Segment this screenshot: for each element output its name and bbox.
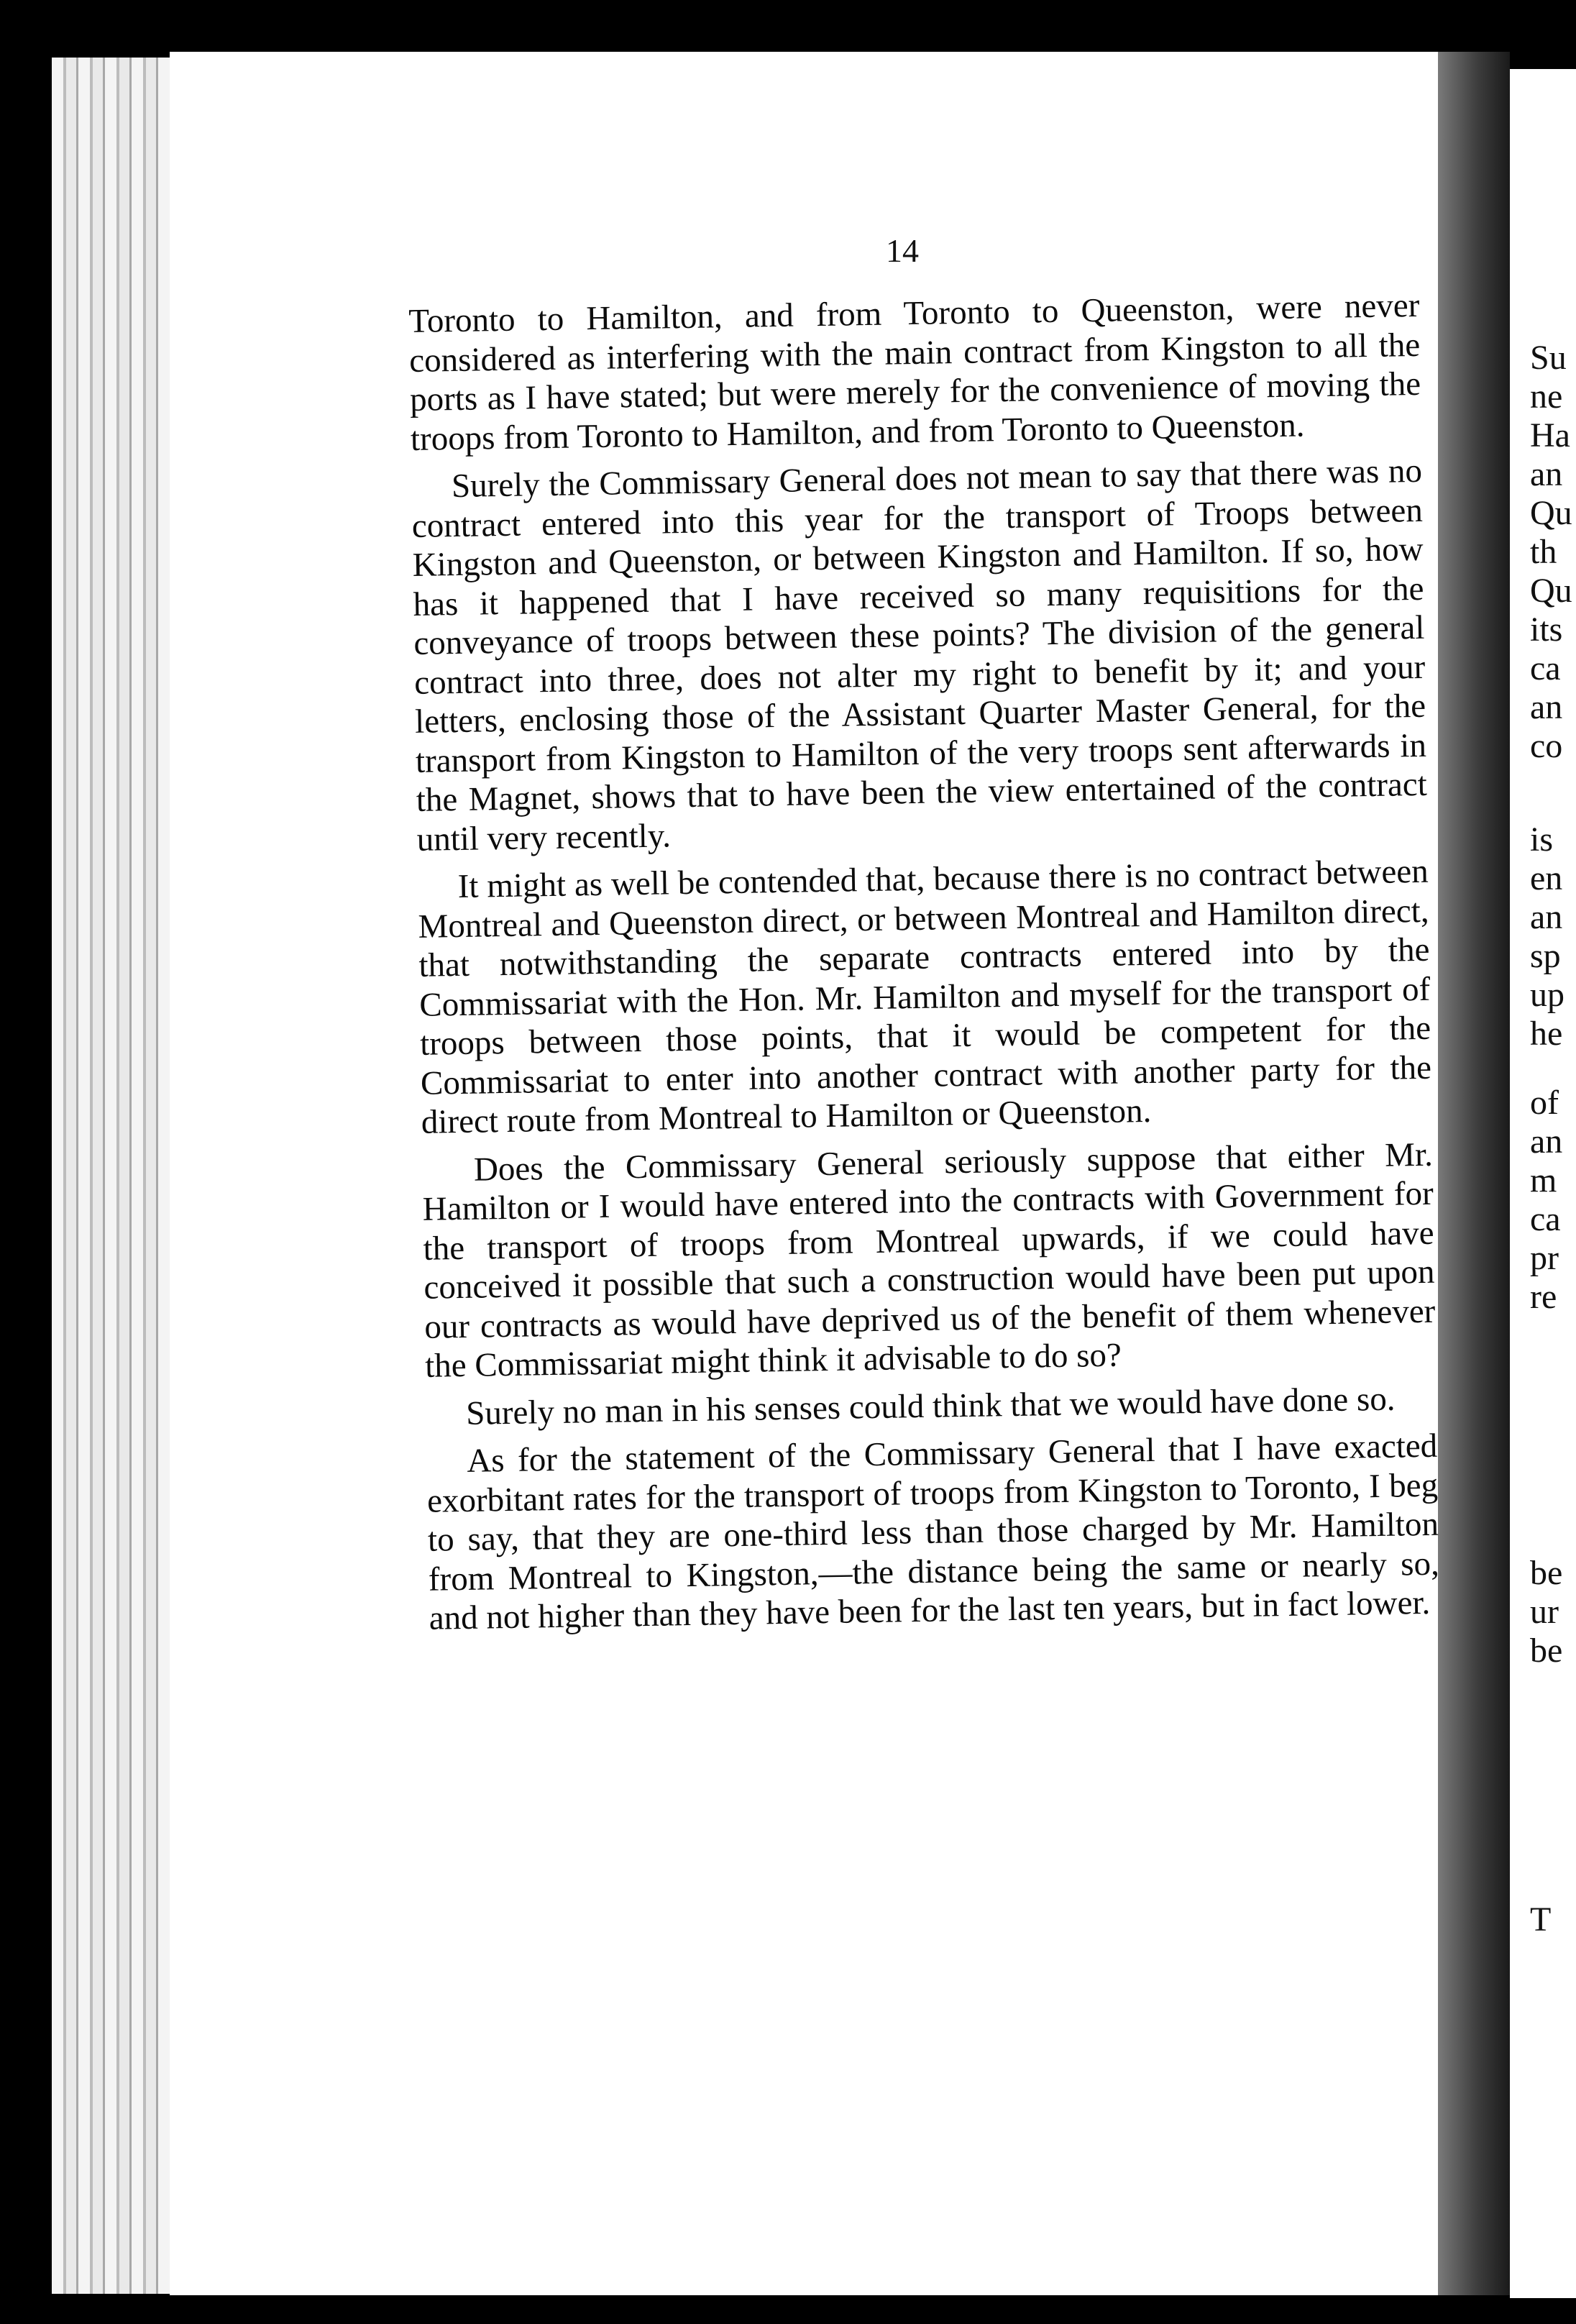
next-page-fragment: pr — [1530, 1239, 1559, 1277]
next-page-fragment: Su — [1530, 339, 1567, 377]
adjacent-page — [1510, 69, 1576, 2298]
page-stack-edges — [52, 58, 188, 2294]
next-page-fragment: ne — [1530, 378, 1563, 416]
next-page-fragment: sp — [1530, 937, 1561, 975]
next-page-fragment: an — [1530, 455, 1563, 493]
next-page-fragment: ur — [1530, 1593, 1559, 1631]
next-page-fragment: en — [1530, 859, 1563, 897]
next-page-fragment: Qu — [1530, 572, 1572, 610]
next-page-fragment: th — [1530, 533, 1557, 571]
next-page-fragment: he — [1530, 1015, 1563, 1053]
next-page-fragment: up — [1530, 976, 1564, 1014]
paragraph-2: Surely the Commissary General does not mean to say that there was no contract entered into this year for the transport of Troops between Kingston and Queenston, or between Kingston and Hamilton. If so, how has it happened that I have received so many requisitions for the conveyance of troops between these points? The division of the general contract into three, does not alter my right to benefit by it; and your letters, enclosing those of the Assistant Quarter Master General, for the transport from Kingston to Hamilton of the very troops sent afterwards in the Magnet, shows that to have been the view entertained of the contract until very recently. — [411, 452, 1428, 859]
paragraph-3: It might as well be contended that, because there is no contract between Montreal and Queenston direct, or between Montreal and Hamilton direct, that notwithstanding the separate contracts entered into by the Commissariat with the Hon. Mr. Hamilton and myself for the transport of troops between those points, that it would be competent for the Commissariat to enter into another contract with another party for the direct route from Montreal to Hamilton or Queenston. — [418, 852, 1432, 1141]
paragraph-4: Does the Commissary General seriously suppose that either Mr. Hamilton or I would have entered into the contracts with Government for the transport of troops from Montreal upwards, if we could have conceived it possible that such a construction would have been put upon our contracts as would have deprived us of the benefit of them whenever the Commissariat might think it advisable to do so? — [422, 1135, 1436, 1385]
next-page-fragment: Qu — [1530, 494, 1572, 532]
next-page-fragment: of — [1530, 1084, 1559, 1122]
paragraph-1: Toronto to Hamilton, and from Toronto to Queenston, were never considered as interfering with the main contract from Kingston to all the ports as I have stated; but were merely for the convenience of moving the troops from Toronto to Hamilton, and from Toronto to Queenston. — [408, 286, 1421, 458]
next-page-fragment: T — [1530, 1900, 1552, 1939]
next-page-fragment: be — [1530, 1632, 1563, 1670]
next-page-fragment: is — [1530, 820, 1554, 859]
next-page-fragment: Ha — [1530, 416, 1570, 454]
next-page-fragment: re — [1530, 1278, 1557, 1316]
paragraph-5: Surely no man in his senses could think that we would have done so. — [465, 1380, 1396, 1432]
next-page-fragment: ca — [1530, 1200, 1561, 1238]
next-page-fragment: ca — [1530, 649, 1561, 687]
next-page-fragment: an — [1530, 1122, 1563, 1161]
next-page-fragment: co — [1530, 727, 1563, 765]
next-page-fragment: an — [1530, 688, 1563, 726]
book-gutter — [1438, 52, 1510, 2295]
next-page-fragment: an — [1530, 898, 1563, 936]
body-text — [408, 286, 1440, 1647]
next-page-fragment: m — [1530, 1161, 1557, 1199]
paragraph-6: As for the statement of the Commissary General that I have exacted exorbitant rates for the transport of troops from Kingston to Toronto, I beg to say, that they are one-third less than those charged by Mr. Hamilton from Montreal to Kingston,—the distance being the same or nearly so, and not higher than they have been for the last ten years, but in fact lower. — [426, 1427, 1440, 1637]
next-page-fragment: its — [1530, 610, 1563, 649]
page-number: 14 — [886, 232, 919, 269]
next-page-fragment: be — [1530, 1554, 1563, 1592]
